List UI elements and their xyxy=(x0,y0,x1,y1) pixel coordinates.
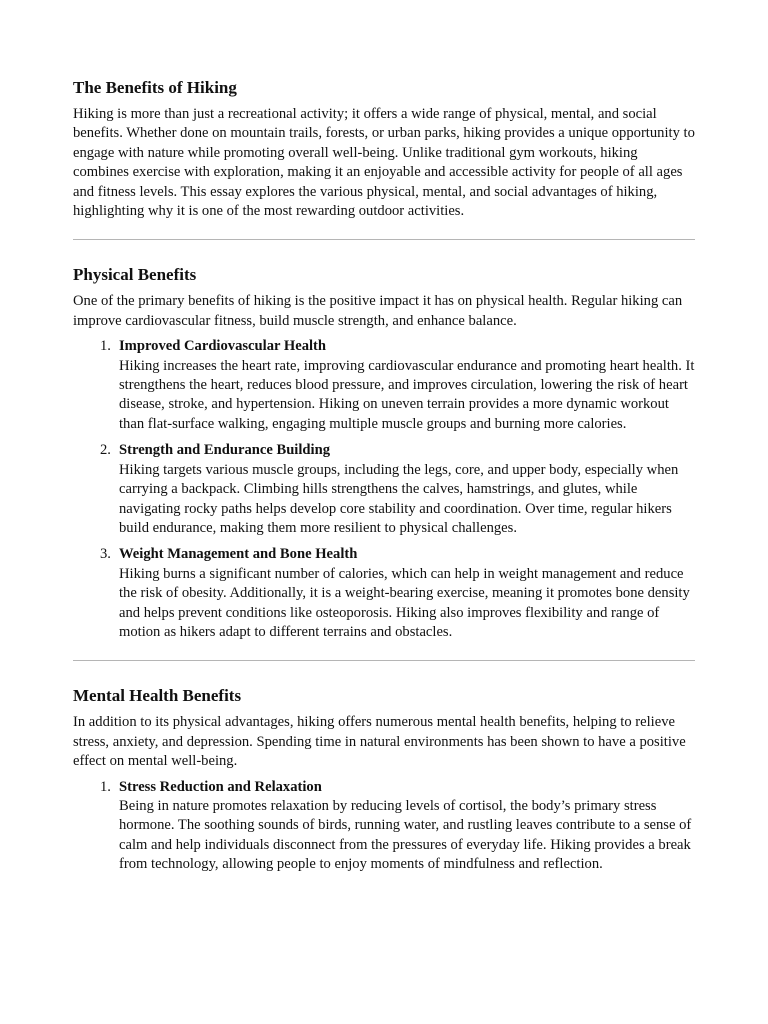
intro-paragraph: Hiking is more than just a recreational activity; it offers a wide range of physical, mental, and social benefits. Whether done on mountain trails, forests, or urban parks, hiking provides a unique opportunity to engage with nature while promoting overall well-being. Unlike traditional gym workouts, hiking combines exercise with exploration, making it an enjoyable and accessible activity for people of all ages and fitness levels. This essay explores the various physical, mental, and social advantages of hiking, highlighting why it is one of the most rewarding outdoor activities. xyxy=(73,106,695,220)
list-item-title: Stress Reduction and Relaxation xyxy=(119,778,322,795)
list-item-body: Being in nature promotes relaxation by reducing levels of cortisol, the body’s primary stress hormone. The soothing sounds of birds, running water, and rustling leaves contribute to a sense of calm and help individuals disconnect from the pressures of everyday life. Hiking provides a break from technology, allowing people to enjoy moments of mindfulness and reflection. xyxy=(119,797,692,873)
list-item-number: 1. xyxy=(100,338,111,355)
mental-health-section xyxy=(73,684,695,874)
mental-health-list xyxy=(73,778,695,875)
list-item-body: Hiking targets various muscle groups, including the legs, core, and upper body, especially when carrying a backpack. Climbing hills strengthens the calves, hamstrings, and glutes, while navigating rocky paths helps develop core stability and coordination. Over time, regular hikers build endurance, making them more resilient to physical challenges. xyxy=(119,461,679,536)
list-item-body: Hiking increases the heart rate, improving cardiovascular endurance and promoting heart health. It strengthens the heart, reduces blood pressure, and improves circulation, lowering the risk of heart disease, stroke, and hypertension. Hiking on uneven terrain provides a more dynamic workout than flat-surface walking, engaging multiple muscle groups and burning more calories. xyxy=(119,357,695,432)
document-page xyxy=(73,76,695,882)
physical-benefits-heading: Physical Benefits xyxy=(73,265,197,285)
physical-benefits-section xyxy=(73,263,695,642)
list-item-title: Strength and Endurance Building xyxy=(119,442,331,459)
section-divider xyxy=(73,239,695,240)
physical-benefits-list xyxy=(73,337,695,642)
list-item xyxy=(73,337,695,434)
intro-heading: The Benefits of Hiking xyxy=(73,78,237,97)
list-item-body: Hiking burns a significant number of calories, which can help in weight management and reduce the risk of obesity. Additionally, it is a weight-bearing exercise, meaning it promotes bone density and helps prevent conditions like osteoporosis. Hiking also improves flexibility and range of motion as hikers adapt to different terrains and obstacles. xyxy=(119,565,690,640)
list-item-title: Improved Cardiovascular Health xyxy=(119,338,327,355)
list-item-title: Weight Management and Bone Health xyxy=(119,546,358,563)
physical-benefits-intro: One of the primary benefits of hiking is the positive impact it has on physical health. Regular hiking can improve cardiovascular fitness, build muscle strength, and enhance balance. xyxy=(73,293,683,329)
mental-health-intro: In addition to its physical advantages, hiking offers numerous mental health benefits, helping to relieve stress, anxiety, and depression. Spending time in natural environments has been shown to have a positive effect on mental well-being. xyxy=(73,714,686,770)
list-item xyxy=(73,545,695,642)
mental-health-heading: Mental Health Benefits xyxy=(73,686,242,706)
list-item-number: 3. xyxy=(100,546,111,563)
section-divider xyxy=(73,660,695,661)
list-item xyxy=(73,441,695,538)
intro-section xyxy=(73,76,695,221)
list-item-number: 1. xyxy=(100,778,111,795)
list-item xyxy=(73,778,695,875)
list-item-number: 2. xyxy=(100,442,111,459)
